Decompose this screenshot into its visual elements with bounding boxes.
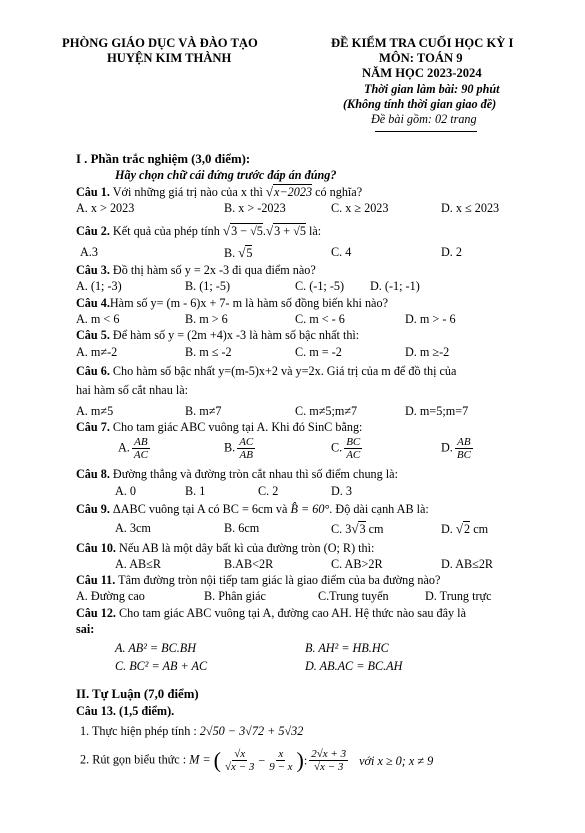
q2-option-d[interactable]: D. 2 (441, 245, 462, 259)
q7-option-b[interactable]: B. $\frac{AC}{AB}$ (224, 436, 254, 461)
q5-option-c[interactable]: C. m = -2 (295, 345, 342, 359)
question-8: Câu 8. Đường thẳng và đường tròn cắt nhau thì số điểm chung là: (76, 467, 398, 481)
q6-option-a[interactable]: A. m≠5 (76, 404, 114, 418)
q11-option-a[interactable]: A. Đường cao (76, 589, 145, 603)
question-3: Câu 3. Đồ thị hàm số y = 2x -3 đi qua điểm nào? (76, 263, 316, 277)
q10-option-a[interactable]: A. AB≤R (115, 557, 161, 571)
part1-instruction: Hãy chọn chữ cái đứng trước đáp án đúng? (115, 168, 337, 182)
q12-option-a[interactable]: A. AB² = BC.BH (115, 641, 197, 655)
question-5: Câu 5. Để hàm số y = (2m +4)x -3 là hàm số bậc nhất thì: (76, 328, 360, 342)
q6-option-d[interactable]: D. m=5;m=7 (405, 404, 469, 418)
question-13-title: Câu 13. (1,5 điểm). (76, 704, 175, 718)
question-9: Câu 9. ΔABC vuông tại A có BC = 6cm và B̂ = 60°. Độ dài cạnh AB là: (76, 502, 429, 516)
q4-option-a[interactable]: A. m < 6 (76, 312, 120, 326)
subject: MÔN: TOÁN 9 (379, 51, 463, 65)
q1-option-d[interactable]: D. x ≤ 2023 (441, 201, 500, 215)
question-2: Câu 2. Kết quả của phép tính √3 − √5.√3 + √5 là: (76, 223, 322, 238)
part2-item-1: 1. Thực hiện phép tính : 2√50 − 3√72 + 5√32 (80, 724, 304, 738)
q11-option-b[interactable]: B. Phân giác (204, 589, 266, 603)
q11-option-c[interactable]: C.Trung tuyến (318, 589, 389, 603)
q9-option-a[interactable]: A. 3cm (115, 521, 151, 535)
question-7: Câu 7. Cho tam giác ABC vuông tại A. Khi đó SinC bằng: (76, 420, 363, 434)
q9-option-d[interactable]: D. √2 cm (441, 521, 489, 536)
q6-option-b[interactable]: B. m≠7 (185, 404, 222, 418)
q12-option-c[interactable]: C. BC² = AB + AC (115, 659, 208, 673)
question-12-cont: sai: (76, 622, 95, 636)
question-11: Câu 11. Tâm đường tròn nội tiếp tam giác là giao điểm của ba đường nào? (76, 573, 441, 587)
q1-option-c[interactable]: C. x ≥ 2023 (331, 201, 389, 215)
q7-option-c[interactable]: C. $\frac{BC}{AC}$ (331, 436, 361, 461)
question-10: Câu 10. Nếu AB là một dây bất kì của đường tròn (O; R) thì: (76, 541, 375, 555)
q10-option-d[interactable]: D. AB≤2R (441, 557, 494, 571)
school-year: NĂM HỌC 2023-2024 (362, 66, 482, 80)
question-6: Câu 6. Cho hàm số bậc nhất y=(m-5)x+2 và y=2x. Giá trị của m để đồ thị của (76, 364, 457, 378)
question-6-cont: hai hàm số cắt nhau là: (76, 383, 189, 397)
q2-option-a[interactable]: A.3 (80, 245, 98, 259)
q8-option-a[interactable]: A. 0 (115, 484, 136, 498)
part2-title: II. Tự Luận (7,0 điểm) (76, 687, 199, 701)
q7-option-d[interactable]: D. $\frac{AB}{BC}$ (441, 436, 471, 461)
q8-option-b[interactable]: B. 1 (185, 484, 206, 498)
q7-option-a[interactable]: A. $\frac{AB}{AC}$ (118, 436, 148, 461)
q3-option-c[interactable]: C. (-1; -5) (295, 279, 345, 293)
exam-title: ĐỀ KIỂM TRA CUỐI HỌC KỲ I (331, 36, 514, 50)
q3-option-a[interactable]: A. (1; -3) (76, 279, 122, 293)
question-12: Câu 12. Cho tam giác ABC vuông tại A, đường cao AH. Hệ thức nào sau đây là (76, 606, 466, 620)
question-1: Câu 1. Với những giá trị nào của x thì √x−2023 có nghĩa? (76, 184, 363, 199)
q2-option-c[interactable]: C. 4 (331, 245, 352, 259)
header-rule (375, 131, 477, 132)
part2-item-2: 2. Rút gọn biểu thức : M = ( $\frac{√x}{√x - 3}$ − $\frac{x}{9 - x}$ ): $\frac{2√x + 3}{√x - 3}$ với x ≥ 0; x ≠ 9 (80, 747, 434, 773)
question-4: Câu 4.Hàm số y= (m - 6)x + 7- m là hàm số đồng biến khi nào? (76, 296, 388, 310)
q4-option-d[interactable]: D. m > - 6 (405, 312, 456, 326)
q12-option-b[interactable]: B. AH² = HB.HC (305, 641, 389, 655)
duration-note: (Không tính thời gian giao đề) (343, 97, 497, 111)
q9-option-c[interactable]: C. 3√3 cm (331, 521, 384, 536)
q3-option-d[interactable]: D. (-1; -1) (370, 279, 420, 293)
q5-option-a[interactable]: A. m≠-2 (76, 345, 118, 359)
q10-option-b[interactable]: B.AB<2R (224, 557, 274, 571)
q5-option-b[interactable]: B. m ≤ -2 (185, 345, 232, 359)
q4-option-c[interactable]: C. m < - 6 (295, 312, 345, 326)
q11-option-d[interactable]: D. Trung trực (425, 589, 492, 603)
q12-option-d[interactable]: D. AB.AC = BC.AH (305, 659, 403, 673)
q10-option-c[interactable]: C. AB>2R (331, 557, 383, 571)
q5-option-d[interactable]: D. m ≥-2 (405, 345, 450, 359)
q3-option-b[interactable]: B. (1; -5) (185, 279, 231, 293)
department-name: PHÒNG GIÁO DỤC VÀ ĐÀO TẠO (62, 36, 258, 50)
duration: Thời gian làm bài: 90 phút (364, 82, 500, 96)
q9-option-b[interactable]: B. 6cm (224, 521, 260, 535)
district-name: HUYỆN KIM THÀNH (107, 51, 232, 65)
q4-option-b[interactable]: B. m > 6 (185, 312, 228, 326)
q1-option-b[interactable]: B. x > -2023 (224, 201, 286, 215)
q1-option-a[interactable]: A. x > 2023 (76, 201, 135, 215)
q2-option-b[interactable]: B. √5 (224, 245, 253, 260)
q8-option-d[interactable]: D. 3 (331, 484, 352, 498)
q6-option-c[interactable]: C. m≠5;m≠7 (295, 404, 358, 418)
page-count: Đề bài gồm: 02 trang (371, 112, 477, 126)
part1-title: I . Phần trắc nghiệm (3,0 điểm): (76, 152, 251, 166)
q8-option-c[interactable]: C. 2 (258, 484, 279, 498)
